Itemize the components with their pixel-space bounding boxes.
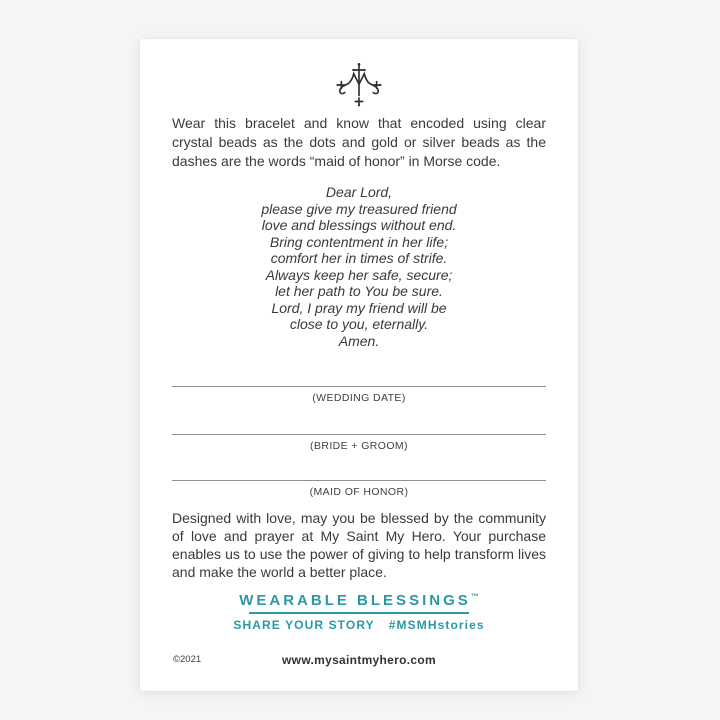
fill-in-section — [172, 386, 546, 500]
prayer-line: Always keep her safe, secure; — [265, 266, 453, 283]
wedding-date-blank-line — [172, 386, 546, 387]
prayer-line: let her path to You be sure. — [275, 283, 443, 299]
prayer-text — [172, 184, 546, 349]
brand-divider-line — [249, 612, 469, 614]
prayer-line: close to you, eternally. — [289, 316, 429, 332]
share-your-story-text: SHARE YOUR STORY — [233, 617, 375, 632]
maid-of-honor-field — [172, 480, 546, 500]
msmh-hashtag: #MSMHstories — [388, 617, 485, 632]
bride-groom-label: (BRIDE + GROOM) — [310, 440, 408, 452]
prayer-line: Lord, I pray my friend will be — [271, 299, 447, 316]
prayer-line: love and blessings without end. — [261, 217, 457, 233]
intro-paragraph: Wear this bracelet and know that encoded using clear crystal beads as the dots and gold or silver beads as the dashes are the words “maid of honor” in Morse code. — [172, 115, 546, 169]
card-footer — [172, 651, 546, 667]
maid-of-honor-label: (MAID OF HONOR) — [309, 486, 409, 498]
closing-paragraph: Designed with love, may you be blessed by the community of love and prayer at My Saint My Hero. Your purchase enables us to use the power of giving to help transform lives and make the world a better place. — [172, 510, 546, 580]
monogram-container — [172, 61, 546, 111]
prayer-line: Dear Lord, — [325, 184, 393, 200]
wedding-date-label: (WEDDING DATE) — [312, 392, 406, 404]
prayer-line: Amen. — [338, 332, 380, 349]
bride-groom-field — [172, 434, 546, 454]
prayer-line: comfort her in times of strife. — [270, 250, 448, 266]
prayer-card — [140, 39, 578, 691]
bride-groom-blank-line — [172, 434, 546, 435]
wordmark-text: WEARABLE BLESSINGS — [239, 592, 471, 609]
wedding-date-field — [172, 386, 546, 406]
trademark-symbol: ™ — [470, 592, 479, 601]
brand-block — [172, 592, 546, 632]
brand-tagline — [172, 618, 546, 632]
copyright-text: ©2021 — [173, 653, 202, 665]
website-url: www.mysaintmyhero.com — [282, 652, 436, 667]
marian-monogram-icon — [335, 96, 383, 113]
prayer-line: please give my treasured friend — [261, 200, 457, 217]
wearable-blessings-wordmark — [172, 592, 546, 609]
prayer-line: Bring contentment in her life; — [269, 233, 449, 250]
maid-of-honor-blank-line — [172, 480, 546, 481]
